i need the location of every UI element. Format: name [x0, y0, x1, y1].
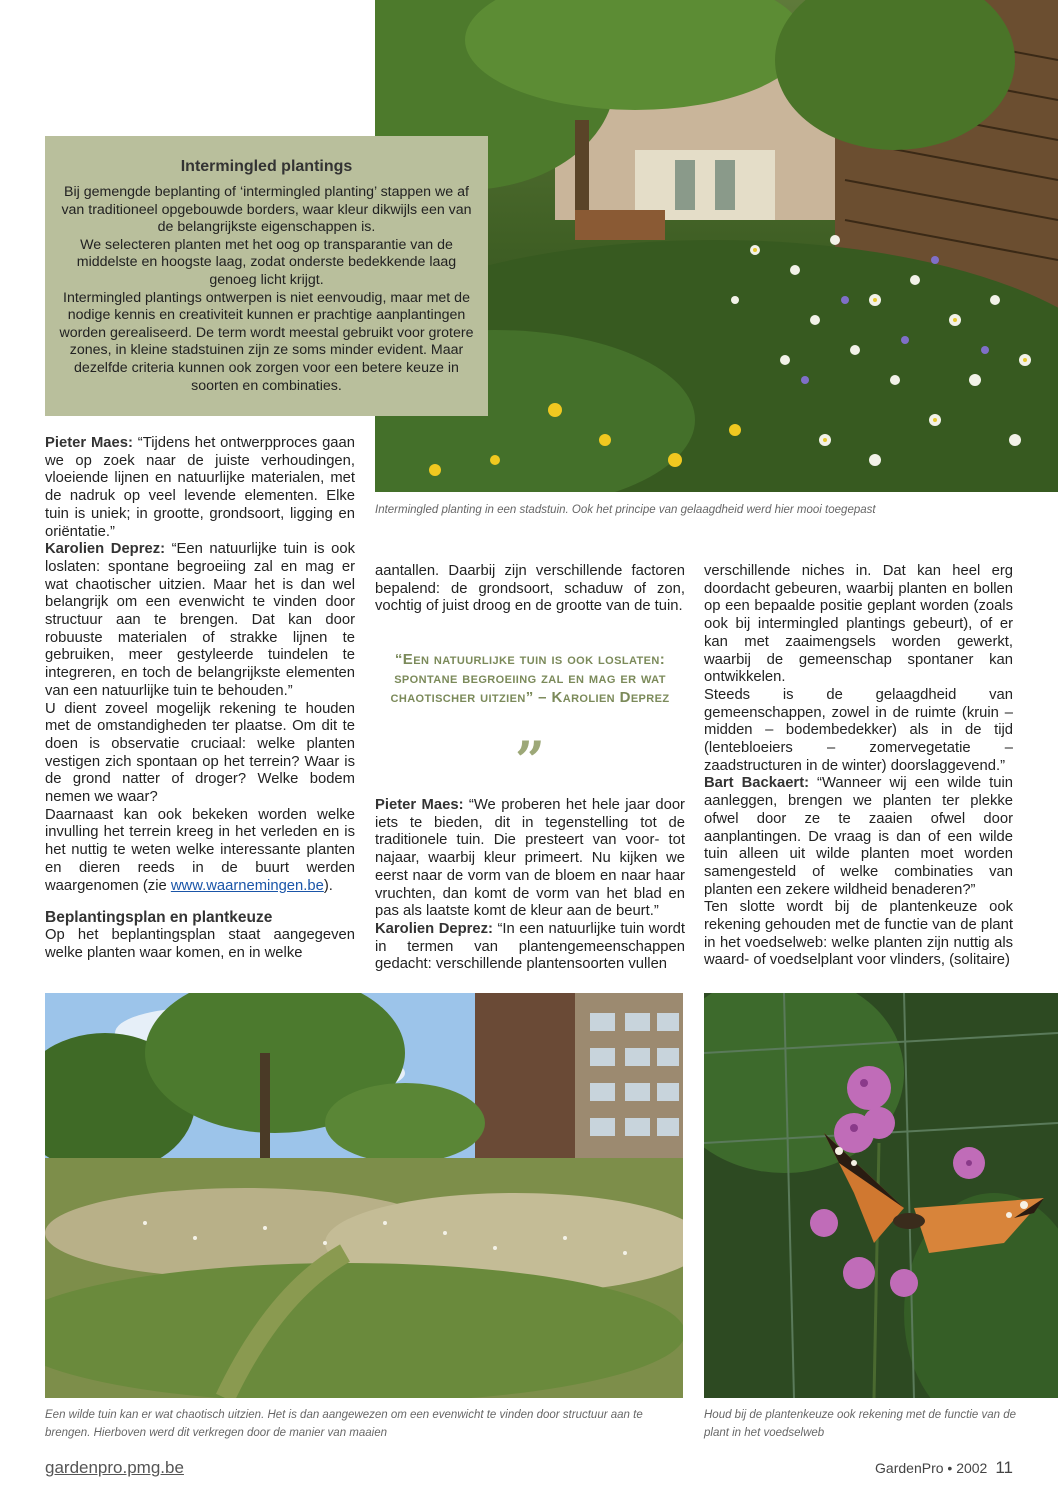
section-heading: Beplantingsplan en plantkeuze: [45, 909, 273, 927]
column-2: [375, 563, 685, 616]
paragraph: Pieter Maes: “Tijdens het ontwerpproces gaan we op zoek naar de juiste verhoudingen, vloeiende lijnen en natuurlijke materialen, met de nadruk op veel levende elementen. Elke tuin is uniek; in grootte, grondsoort, ligging en oriëntatie.”: [45, 435, 355, 540]
issue-label: GardenPro • 2002: [875, 1460, 988, 1476]
column-1: [45, 435, 355, 962]
paragraph: Karolien Deprez: “In een natuurlijke tuin wordt in termen van plantengemeenschappen gedacht: verschillende plantensoorten vullen: [375, 920, 685, 973]
speaker-name: Karolien Deprez:: [375, 920, 493, 937]
speaker-name: Bart Backaert:: [704, 775, 810, 792]
paragraph: Ten slotte wordt bij de plantenkeuze ook rekening gehouden met de functie van de plant in het voedselweb: welke planten zijn nuttig als waard- of voedselplant voor vlinders, (solitaire): [704, 899, 1013, 969]
paragraph: verschillende niches in. Dat kan heel erg doordacht gebeuren, waarbij planten en bollen op een bepaalde positie geplant worden (zoals ook bij intermingled plantings gebeurt), of er kan met zaaimengsels worden gewerkt, waarbij de gemeenschap spontaner kan ontwikkelen.: [704, 563, 1013, 686]
paragraph: Op het beplantingsplan staat aangegeven welke planten waar komen, en in welke: [45, 926, 355, 961]
butterfly-photo: [704, 993, 1058, 1398]
bottom-left-caption: Een wilde tuin kan er wat chaotisch uitzien. Het is dan aangewezen om een evenwicht te vinden door structuur aan te brengen. Hierboven werd dit verkregen door de manier van maaien: [45, 1409, 643, 1439]
paragraph: Daarnaast kan ook bekeken worden welke invulling het terrein kreeg in het verleden en is het nuttig te weten welke interessante planten en dieren reeds in de buurt werden waargenomen (zie www.waarnemingen.be).: [45, 806, 355, 894]
box-paragraph: We selecteren planten met het oog op transparantie van de middelste en hoogste laag, zodat onderste bedekkende laag genoeg licht krijgt.: [76, 236, 457, 288]
bottom-right-caption: Houd bij de plantenkeuze ook rekening met de functie van de plant in het voedselweb: [704, 1409, 1016, 1439]
paragraph: Pieter Maes: “We proberen het hele jaar door iets te bieden, dit in tegenstelling tot de traditionele tuin. Die presteert van voor- tot najaar, waarbij kleur primeert. Nu kijken we eerst naar de vorm van de bloem en naar haar vruchten, dan komt de vorm van het blad en pas als laatste komt de kleur aan de beurt.”: [375, 797, 685, 920]
intermingled-plantings-box: [45, 136, 488, 416]
paragraph: Steeds is de gelaagdheid van gemeenschappen, zowel in de ruimte (kruin – midden – bodembedekker) als in de tijd (lentebloeiers – zomervegetatie – zaadstructuren in de winter) doorslaggevend.”: [704, 686, 1013, 774]
paragraph: U dient zoveel mogelijk rekening te houden met de omstandigheden ter plaatse. Om dit te doen is observatie cruciaal: welke planten vestigen zich spontaan op het terrein? Waar is de grond natter of droger? Welke bodem nemen we waar?: [45, 700, 355, 806]
wild-garden-photo: [45, 993, 683, 1398]
website-link[interactable]: gardenpro.pmg.be: [45, 1458, 184, 1477]
speaker-name: Pieter Maes:: [375, 797, 464, 813]
speaker-name: Karolien Deprez:: [45, 541, 166, 558]
page-footer: [875, 1458, 1013, 1478]
paragraph: Bart Backaert: “Wanneer wij een wilde tuin aanleggen, brengen we planten ter plekke ofwel door ze te zaaien ofwel door aanplantingen. De vraag is dan of een wilde tuin alleen uit wilde planten moet worden samengesteld of welke combinaties van planten een zekere wildheid benaderen?”: [704, 775, 1013, 898]
box-paragraph: Intermingled plantings ontwerpen is niet eenvoudig, maar met de nodige kennis en creativiteit kunnen er prachtige aanplantingen worden gerealiseerd. De term wordt meestal gebruikt voor grotere zones, in kleine stadstuinen zijn ze soms minder evident. Maar dezelfde criteria kunnen ook zorgen voor een betere keuze in soorten en combinaties.: [59, 289, 474, 394]
top-photo-caption: Intermingled planting in een stadstuin. Ook het principe van gelaagdheid werd hier mooi toegepast: [375, 504, 876, 516]
paragraph: aantallen. Daarbij zijn verschillende factoren bepalend: de grondsoort, schaduw of zon, vochtig of juist droog en de grootte van de tuin.: [375, 563, 685, 615]
column-3: [704, 563, 1013, 970]
box-paragraph: Bij gemengde beplanting of ‘intermingled planting’ stappen we af van traditioneel opgebouwde borders, waar kleur dikwijls een van de belangrijkste eigenschappen is.: [61, 184, 472, 236]
paragraph: Karolien Deprez: “Een natuurlijke tuin is ook loslaten: spontane begroeiing zal en mag er wat chaotischer uitzien. Maar het is dan wel belangrijk om een evenwicht te vinden door structuur aan te brengen. Dat kan door robuuste materialen of strakke lijnen te gebruiken, meer gestyleerde tuindelen te integreren, en toch de belangrijkste elementen van een natuurlijke tuin te behouden.”: [45, 541, 355, 699]
column-2-lower: [375, 797, 685, 974]
page-number: 11: [995, 1458, 1013, 1477]
speaker-name: Pieter Maes:: [45, 435, 133, 451]
waarnemingen-link[interactable]: www.waarnemingen.be: [170, 877, 324, 894]
box-title: Intermingled plantings: [180, 158, 353, 175]
pull-quote: “Een natuurlijke tuin is ook loslaten: spontane begroeiing zal en mag er wat chaotischer uitzien” – Karolien Deprez: [390, 651, 670, 706]
quote-mark-icon: ”: [515, 731, 545, 792]
